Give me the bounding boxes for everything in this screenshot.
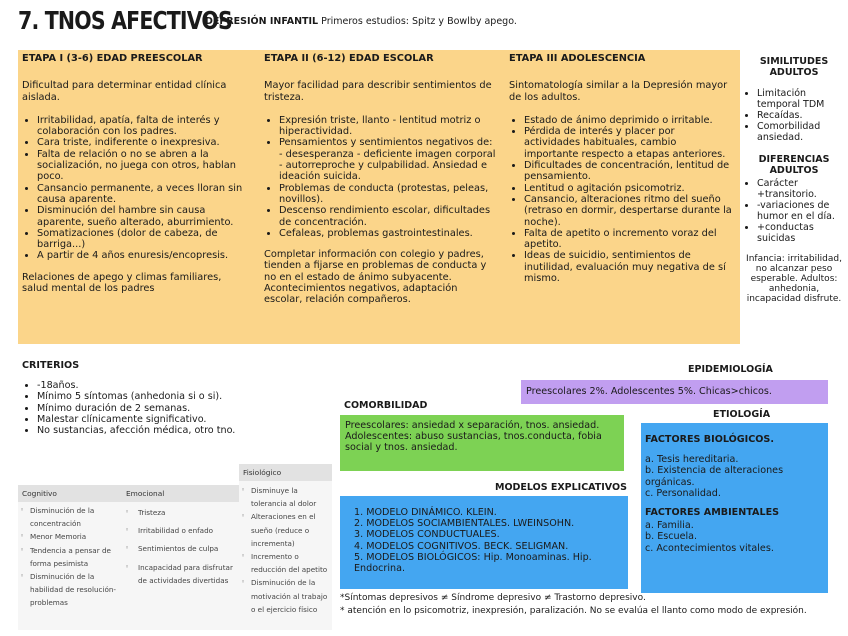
- list-item: • Carácter +transitorio.: [757, 178, 846, 200]
- epidemiology-title: EPIDEMIOLOGÍA: [688, 364, 773, 375]
- list-item: • Somatizaciones (dolor de cabeza, de barriga...): [37, 228, 244, 251]
- subtitle-note: Primeros estudios: Spitz y Bowlby apego.: [318, 16, 517, 27]
- etiology-title: ETIOLOGÍA: [713, 409, 771, 420]
- stage-school: [264, 53, 496, 306]
- list-item: • Malestar clínicamente significativo.: [37, 414, 322, 425]
- list-item: a. Tesis hereditaria.: [645, 454, 739, 466]
- table-cell: ◦ Irritabilidad o enfado: [122, 524, 239, 537]
- criteria-title: CRITERIOS: [22, 360, 80, 371]
- list-item: • No sustancias, afección médica, otro tno.: [37, 425, 322, 436]
- list-item: b. Escuela.: [645, 531, 698, 543]
- list-item: a. Familia.: [645, 520, 694, 532]
- list-item: • Dificultades de concentración, lentitud de pensamiento.: [524, 160, 733, 183]
- models-title: MODELOS EXPLICATIVOS: [495, 482, 627, 493]
- models-list: [354, 507, 624, 574]
- cognitive-list: [18, 504, 122, 610]
- list-item: • Lentitud o agitación psicomotriz.: [524, 183, 733, 194]
- stage-symptom-list: [509, 115, 733, 284]
- stage-intro: Sintomatología similar a la Depresión mayor de los adultos.: [509, 80, 728, 103]
- table-header-emotional: Emocional: [122, 485, 239, 502]
- footnote: *Síntomas depresivos ≠ Síndrome depresivo ≠ Trastorno depresivo.: [340, 593, 646, 603]
- criteria-section: [22, 360, 322, 436]
- list-item: • Ideas de suicidio, sentimientos de inutilidad, evaluación muy negativa de sí mismo.: [524, 250, 733, 284]
- list-item: 1. MODELO DINÁMICO. KLEIN.: [354, 507, 497, 518]
- differences-note: Infancia: irritabilidad, no alcanzar peso esperable. Adultos: anhedonia, incapacidad disfrute.: [746, 254, 842, 304]
- table-cell: ◦ Incremento o reducción del apetito: [239, 550, 332, 576]
- criteria-list: [22, 380, 322, 436]
- epidemiology-box: Preescolares 2%. Adolescentes 5%. Chicas>chicos.: [521, 380, 828, 404]
- list-item: 2. MODELOS SOCIAMBIENTALES. LWEINSOHN.: [354, 518, 575, 530]
- list-item: • Expresión triste, llanto - lentitud motriz o hiperactividad.: [279, 115, 496, 138]
- stage-symptom-list: [22, 115, 244, 262]
- stage-outro: Relaciones de apego y climas familiares, salud mental de los padres: [22, 271, 222, 295]
- list-item: 3. MODELOS CONDUCTUALES.: [354, 529, 500, 541]
- comorbidity-box: [340, 415, 624, 471]
- table-header-physiological: Fisiológico: [239, 464, 332, 481]
- stage-outro: Completar información con colegio y padres, tienden a fijarse en problemas de conducta y no en el estado de ánimo subyacente. Acontecimientos negativos, adaptación escolar, relación compañeros.: [264, 249, 487, 306]
- stage-title: ETAPA I (3-6) EDAD PREESCOLAR: [22, 53, 203, 64]
- list-item: • Mínimo duración de 2 semanas.: [37, 403, 322, 414]
- list-item: • Cara triste, indiferente o inexpresiva.: [37, 137, 244, 148]
- list-item: • Cefaleas, problemas gastrointestinales.: [279, 228, 496, 239]
- stage-title: ETAPA II (6-12) EDAD ESCOLAR: [264, 53, 434, 64]
- comorbidity-line: Adolescentes: abuso sustancias, tnos.conducta, fobia social y tnos. ansiedad.: [345, 431, 602, 454]
- page-title: 7. TNOS AFECTIVOS: [18, 6, 232, 35]
- table-cell: ◦ Alteraciones en el sueño (reduce o incrementa): [239, 510, 332, 550]
- table-cell: ◦ Incapacidad para disfrutar de actividades divertidas: [122, 561, 239, 587]
- physiological-list: [239, 484, 332, 616]
- table-cell: ◦ Disminución de la concentración: [18, 504, 122, 530]
- stage-title: ETAPA III ADOLESCENCIA: [509, 53, 646, 64]
- table-cell: ◦ Tristeza: [122, 506, 239, 519]
- list-item: • Mínimo 5 síntomas (anhedonia si o si).: [37, 391, 322, 402]
- environmental-factors-title: FACTORES AMBIENTALES: [645, 507, 780, 519]
- list-item: • Irritabilidad, apatía, falta de interés y colaboración con los padres.: [37, 115, 244, 138]
- list-item: • A partir de 4 años enuresis/encopresis.: [37, 250, 244, 261]
- models-box: [340, 496, 628, 589]
- list-item: • Comorbilidad ansiedad.: [757, 121, 846, 143]
- similarities-title: SIMILITUDES ADULTOS: [759, 56, 829, 78]
- list-item: • Falta de apetito o incremento voraz del apetito.: [524, 228, 733, 251]
- list-item: c. Acontecimientos vitales.: [645, 542, 774, 554]
- list-item: • Cansancio permanente, a veces lloran sin causa aparente.: [37, 183, 244, 206]
- footnotes: [340, 593, 840, 618]
- emotional-list: [122, 506, 239, 592]
- list-item: • +conductas suicidas: [757, 222, 846, 244]
- list-item: • Falta de relación o no se abren a la socialización, no juega con otros, hablan poco.: [37, 149, 244, 183]
- footnote: * atención en lo psicomotriz, inexpresión, paralización. No se evalúa el llanto como modo de expresión.: [340, 605, 807, 616]
- adult-comparison: [742, 56, 846, 304]
- list-item: c. Personalidad.: [645, 487, 721, 499]
- comorbidity-title: COMORBILIDAD: [344, 400, 428, 411]
- list-item: • Disminución del hambre sin causa aparente, sueño alterado, aburrimiento.: [37, 205, 244, 228]
- table-cell: ◦ Sentimientos de culpa: [122, 542, 239, 555]
- list-item: • Recaídas.: [757, 110, 846, 121]
- list-item: • Descenso rendimiento escolar, dificultades de concentración.: [279, 205, 496, 228]
- stage-intro: Dificultad para determinar entidad clínica aislada.: [22, 80, 227, 103]
- list-item: • Pensamientos y sentimientos negativos de: - desesperanza - deficiente imagen corporal - autorreproche y culpabilidad. Ansiedad e ideación suicida.: [279, 137, 496, 182]
- differences-title: DIFERENCIAS ADULTOS: [758, 154, 830, 176]
- table-cell: ◦ Menor Memoria: [18, 530, 122, 543]
- stage-intro: Mayor facilidad para describir sentimientos de tristeza.: [264, 80, 492, 103]
- table-cell: ◦ Tendencia a pensar de forma pesimista: [18, 544, 122, 570]
- table-cell: ◦ Disminución de la motivación al trabajo o el ejercicio físico: [239, 576, 332, 616]
- list-item: • Estado de ánimo deprimido o irritable.: [524, 115, 733, 126]
- table-cell: ◦ Disminuye la tolerancia al dolor: [239, 484, 332, 510]
- list-item: • Problemas de conducta (protestas, peleas, novillos).: [279, 183, 496, 206]
- stage-adolescence: [509, 53, 733, 284]
- list-item: • -variaciones de humor en el día.: [757, 200, 846, 222]
- symptom-table: [18, 464, 332, 630]
- list-item: • Pérdida de interés y placer por actividades habituales, cambio importante respecto a etapas anteriores.: [524, 126, 733, 160]
- subtitle-topic: DEPRESIÓN INFANTIL: [205, 16, 319, 27]
- similarities-list: [742, 88, 846, 143]
- page-subtitle: [205, 16, 517, 27]
- stage-symptom-list: [264, 115, 496, 239]
- list-item: • Cansancio, alteraciones ritmo del sueño (retraso en dormir, despertarse durante la noche).: [524, 194, 733, 228]
- biological-factors-title: FACTORES BIOLÓGICOS.: [645, 434, 774, 445]
- list-item: b. Existencia de alteraciones orgánicas.: [645, 465, 784, 488]
- comorbidity-line: Preescolares: ansiedad x separación, tnos. ansiedad.: [345, 420, 600, 431]
- list-item: • Limitación temporal TDM: [757, 88, 846, 110]
- etiology-box: [641, 423, 828, 593]
- table-cell: ◦ Disminución de la habilidad de resolución-problemas: [18, 570, 122, 610]
- differences-list: [742, 178, 846, 244]
- list-item: • -18años.: [37, 380, 322, 391]
- list-item: 4. MODELOS COGNITIVOS. BECK. SELIGMAN.: [354, 540, 569, 552]
- table-header-cognitive: Cognitivo: [18, 485, 122, 502]
- list-item: 5. MODELOS BIOLÓGICOS: Hip. Monoaminas. Hip. Endocrina.: [354, 551, 592, 575]
- stage-preschool: [22, 53, 244, 294]
